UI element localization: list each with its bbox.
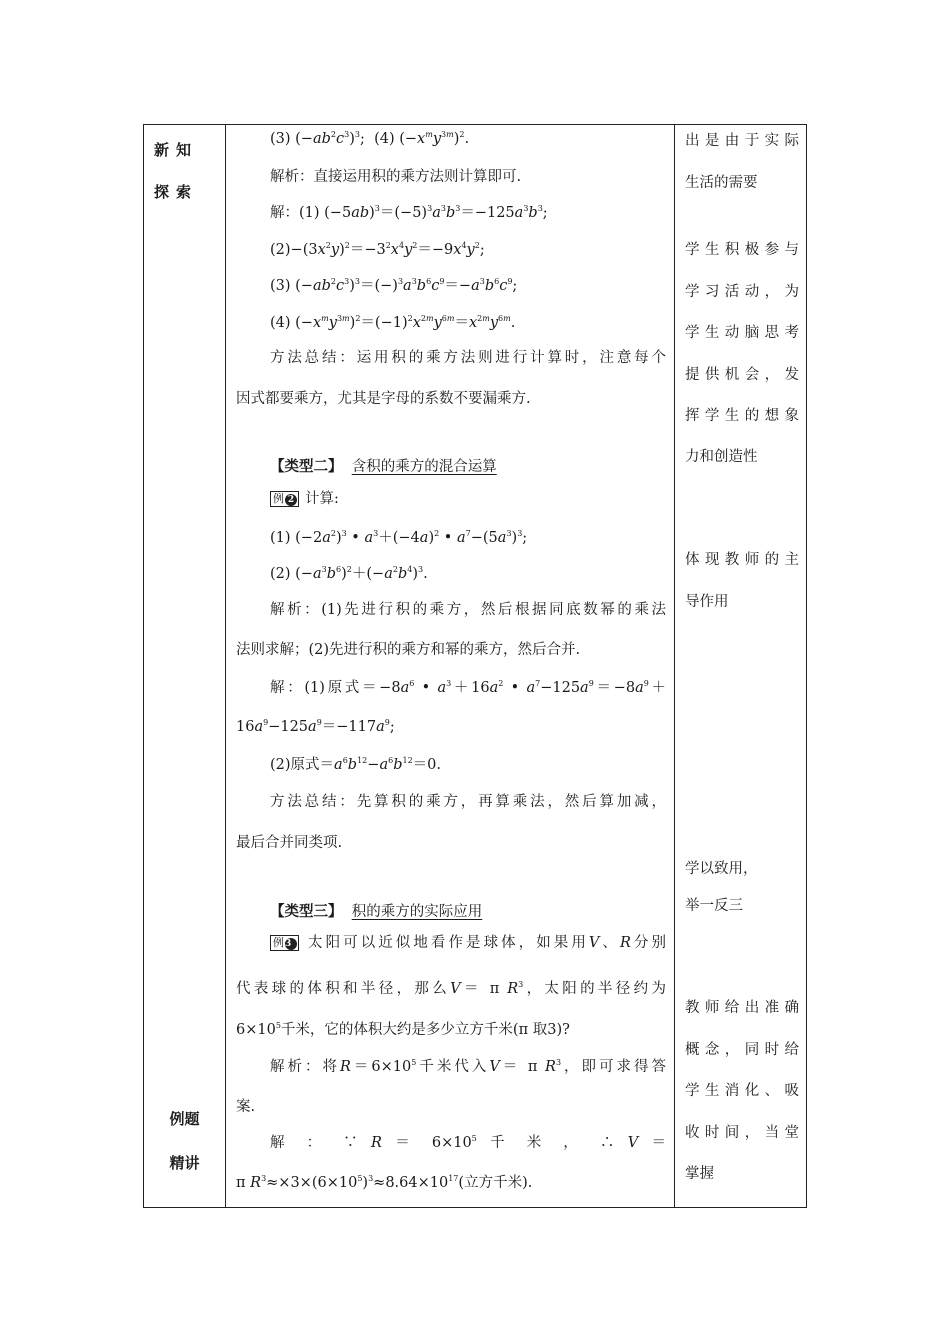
side-note: 学以致用，: [685, 861, 758, 877]
analysis-2: 解析：(1)先进行积的乘方，然后根据同底数幂的乘法: [270, 602, 666, 618]
summary-2-cont: 最后合并同类项.: [236, 835, 343, 851]
formula-line: $16a^9-125a^9=-117a^9$;: [236, 718, 395, 735]
section-label-examples: 例题 精讲: [169, 1110, 200, 1172]
example-badge: 例 2: [270, 491, 299, 507]
column-divider-left: [225, 125, 226, 1207]
column-divider-right: [674, 125, 675, 1207]
side-note: 体现教师的主: [685, 552, 799, 568]
side-note: 学生动脑思考: [685, 325, 799, 341]
side-note: 学生积极参与: [685, 242, 799, 258]
side-note: 生活的需要: [685, 175, 758, 191]
analysis-1: 解析：直接运用积的乘方法则计算即可.: [270, 169, 522, 185]
type-heading-3: 【类型三】 积的乘方的实际应用: [270, 903, 483, 920]
side-note: 举一反三: [685, 898, 743, 914]
example-3-line-1: 例3 太阳可以近似地看作是球体，如果用V、R分别: [270, 931, 666, 952]
formula-line: $(2)-(3x^2y)^2=-3^2x^4y^2=-9x^4y^2$;: [270, 241, 485, 258]
example-3-line-2: 代表球的体积和半径，那么V＝ π $R^3$，太阳的半径约为: [236, 980, 666, 997]
formula-line: (1) $(-2a^2)^3$ • $a^3+(-4a)^2$ • $a^7-(5a^3)^3$;: [270, 529, 528, 546]
side-note: 学生消化、吸: [685, 1083, 799, 1099]
side-note: 提供机会，发: [685, 367, 799, 383]
side-note: 教师给出准确: [685, 1000, 799, 1016]
formula-line: (2) $(-a^3b^6)^2+(-a^2b^4)^3$.: [270, 565, 428, 582]
side-note: 学习活动，为: [685, 284, 799, 300]
formula-line: (3) $(-ab^2c^3)^3$; (4) $(-x^my^{3m})^2$.: [270, 130, 470, 147]
lesson-table: [143, 124, 807, 1208]
example-badge: 例3: [270, 935, 299, 951]
summary-2: 方法总结：先算积的乘方，再算乘法，然后算加减，: [270, 794, 666, 810]
side-note: 概念，同时给: [685, 1042, 799, 1058]
analysis-3: 解析：将$R=6\times 10^5$千米代入V＝ π $R^3$，即可求得答: [270, 1058, 667, 1075]
formula-line: 解：(1) $(-5ab)^3=(-5)^3a^3b^3=-125a^3b^3$;: [270, 204, 548, 221]
side-note: 掌握: [685, 1166, 714, 1182]
side-note: 挥学生的想象: [685, 408, 799, 424]
formula-line: 解：(1)原式$=-8a^6$ • $a^3+16a^2$ • $a^7-125a^9=-8a^9+$: [270, 679, 667, 696]
formula-line: (3) $(-ab^2c^3)^3=(-)^3a^3b^6c^9=-a^3b^6c^9$;: [270, 277, 518, 294]
type-heading-2: 【类型二】 含积的乘方的混合运算: [270, 458, 497, 475]
example-2-prompt: 例 2 计算:: [270, 487, 339, 508]
summary-1-cont: 因式都要乘方，尤其是字母的系数不要漏乘方.: [236, 391, 531, 407]
side-note: 出是由于实际: [685, 133, 799, 149]
side-note: 收时间，当堂: [685, 1125, 799, 1141]
solution-3-line-1: 解 ： ∵ $R = 6\times 10^5$ 千 米 ， ∴ V ＝: [270, 1134, 667, 1151]
analysis-3-cont: 案.: [236, 1099, 256, 1115]
side-note: 导作用: [685, 594, 729, 610]
side-note: 力和创造性: [685, 449, 758, 465]
example-3-line-3: $6\times 10^5$千米，它的体积大约是多少立方千米(π 取3)?: [236, 1021, 570, 1038]
formula-line: (4) $(-x^my^{3m})^2=(-1)^2x^{2m}y^{6m}=x^{2m}y^{6m}$.: [270, 314, 516, 331]
section-label-new-knowledge: 新知探索: [154, 141, 199, 201]
analysis-2-cont: 法则求解；(2)先进行积的乘方和幂的乘方，然后合并.: [236, 642, 581, 658]
solution-3-line-2: π $R^3\approx\times 3\times(6\times 10^5)^3\approx 8.64\times 10^{17}$(立方千米).: [236, 1174, 533, 1191]
formula-line: (2)原式$=a^6b^{12}-a^6b^{12}=0$.: [270, 756, 442, 773]
summary-1: 方法总结：运用积的乘方法则进行计算时，注意每个: [270, 350, 666, 366]
